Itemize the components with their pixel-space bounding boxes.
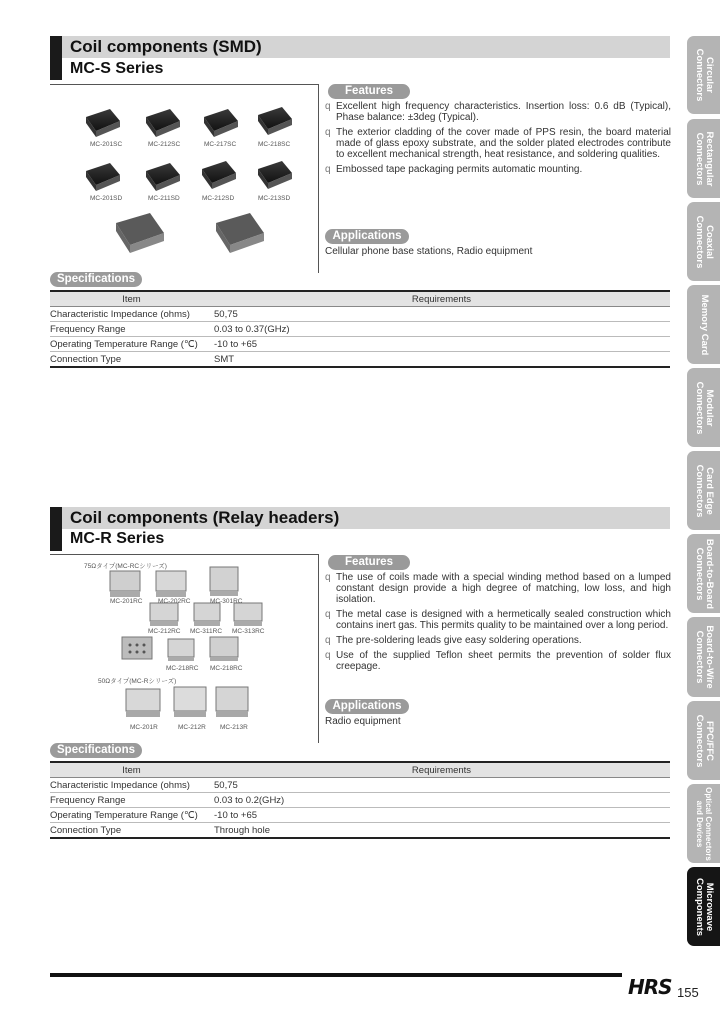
smd-component — [258, 107, 292, 135]
side-tab-optical-connectors[interactable]: Optical Connectors and Devices — [687, 784, 720, 863]
table-header-item: Item — [50, 291, 213, 307]
bullet-glyph: q — [325, 635, 331, 646]
image-label: MC-218RC — [210, 665, 243, 672]
relay-header-component-large — [174, 687, 206, 717]
section1-applications-text: Cellular phone base stations, Radio equipment — [325, 246, 533, 257]
image-label: MC-213R — [220, 724, 248, 731]
relay-header-component — [150, 603, 178, 626]
feature-item: q The pre-soldering leads give easy soldering operations. — [325, 635, 582, 646]
image-label: MC-311RC — [190, 628, 223, 635]
section2-product-image — [50, 554, 319, 743]
image-label: MC-212R — [178, 724, 206, 731]
bullet-glyph: q — [325, 101, 331, 112]
table-row: Frequency Range 0.03 to 0.2(GHz) — [50, 793, 670, 808]
relay-header-component — [210, 637, 238, 661]
side-tab-microwave-components[interactable]: Microwave Components — [687, 867, 720, 946]
section2-applications-text: Radio equipment — [325, 716, 401, 727]
table-header-item: Item — [50, 762, 213, 778]
side-tab-circular-connectors[interactable]: Circular Connectors — [687, 36, 720, 114]
feature-item: q The metal case is designed with a hermetically sealed construction which contains inert gas. This permits quality to be maintained over a long period. — [325, 609, 671, 631]
feature-item: q The exterior cladding of the cover made of PPS resin, the board material made of glass epoxy substrate, and the solder plated electrodes contribute to excellent mechanical strength, heat resistance, and soldering qualities. — [325, 127, 671, 160]
image-label: MC-202RC — [158, 598, 191, 605]
relay-header-component — [156, 571, 186, 597]
bullet-glyph: q — [325, 650, 331, 661]
side-tab-card-edge-connectors[interactable]: Card Edge Connectors — [687, 451, 720, 530]
feature-item: q Embossed tape packaging permits automatic mounting. — [325, 164, 583, 175]
image-label: MC-217SC — [204, 141, 237, 148]
bullet-glyph: q — [325, 609, 331, 620]
section2-title-marker — [50, 507, 62, 551]
image-label: MC-212SD — [202, 195, 235, 202]
feature-item: q The use of coils made with a special winding method based on a lumped constant design provide a high degree of matching, low loss, and high isolation. — [325, 572, 671, 605]
image-label: MC-218SC — [258, 141, 291, 148]
side-tab-modular-connectors[interactable]: Modular Connectors — [687, 368, 720, 447]
image-label: MC-201RC — [110, 598, 143, 605]
table-row: Connection Type SMT — [50, 352, 670, 368]
side-tab-coaxial-connectors[interactable]: Coaxial Connectors — [687, 202, 720, 281]
table-row: Connection Type Through hole — [50, 823, 670, 839]
image-label: MC-201R — [130, 724, 158, 731]
bullet-glyph: q — [325, 127, 331, 138]
side-tab-rectangular-connectors[interactable]: Rectangular Connectors — [687, 119, 720, 198]
side-tab-fpc-ffc-connectors[interactable]: FPC/FFC Connectors — [687, 701, 720, 780]
section1-spec-label: Specifications — [50, 272, 142, 287]
image-label: MC-201SC — [90, 141, 123, 148]
section1-subtitle: MC-S Series — [70, 60, 164, 77]
section1-spec-table — [50, 290, 670, 368]
feature-item: q Use of the supplied Teflon sheet permits the prevention of solder flux creepage. — [325, 650, 671, 672]
table-header-requirements: Requirements — [213, 291, 670, 307]
side-tab-board-to-wire-connectors[interactable]: Board-to-Wire Connectors — [687, 617, 720, 697]
smd-component — [146, 163, 180, 191]
relay-header-component — [122, 637, 152, 659]
relay-header-component — [110, 571, 140, 597]
image-label: MC-212SC — [148, 141, 181, 148]
image-label: MC-201SD — [90, 195, 123, 202]
table-row: Operating Temperature Range (℃) -10 to +65 — [50, 337, 670, 352]
smd-component — [204, 109, 238, 137]
page-number: 155 — [677, 985, 699, 1000]
table-row: Characteristic Impedance (ohms) 50,75 — [50, 307, 670, 322]
smd-component-large — [116, 213, 164, 253]
table-row: Characteristic Impedance (ohms) 50,75 — [50, 778, 670, 793]
section2-title: Coil components (Relay headers) — [70, 508, 340, 527]
smd-component — [258, 161, 292, 189]
image-label: MC-211SD — [148, 195, 180, 202]
relay-header-component — [234, 603, 262, 626]
relay-header-component — [168, 639, 194, 661]
image-label: MC-313RC — [232, 628, 265, 635]
section1-title-marker — [50, 36, 62, 80]
table-row: Frequency Range 0.03 to 0.37(GHz) — [50, 322, 670, 337]
image-label: MC-218RC — [166, 665, 199, 672]
hrs-logo: HRS — [628, 975, 672, 999]
side-tab-board-to-board-connectors[interactable]: Board-to-Board Connectors — [687, 534, 720, 613]
smd-component — [86, 109, 120, 137]
section2-subtitle: MC-R Series — [70, 530, 165, 547]
image-label: MC-212RC — [148, 628, 181, 635]
relay-header-component — [194, 603, 220, 626]
side-tab-memory-card[interactable]: Memory Card — [687, 285, 720, 364]
relay-header-component-large — [126, 689, 160, 717]
relay-header-component — [210, 567, 238, 596]
section1-title: Coil components (SMD) — [70, 37, 262, 56]
smd-component — [86, 163, 120, 191]
section2-features-label: Features — [328, 555, 410, 570]
table-header-requirements: Requirements — [213, 762, 670, 778]
smd-component — [146, 109, 180, 137]
bullet-glyph: q — [325, 164, 331, 175]
section2-spec-label: Specifications — [50, 743, 142, 758]
footer-rule — [50, 973, 622, 977]
table-header-row — [50, 291, 670, 307]
relay-header-components-illustration — [50, 555, 318, 743]
image-group-label: 75Ωタイプ(MC-RCシリーズ) — [84, 563, 167, 570]
table-header-row — [50, 762, 670, 778]
image-group-label: 50Ωタイプ(MC-Rシリーズ) — [98, 678, 177, 685]
section2-features-list — [325, 572, 671, 676]
image-label: MC-301RC — [210, 598, 243, 605]
smd-components-illustration — [50, 85, 318, 273]
section1-product-image — [50, 84, 319, 273]
image-label: MC-213SD — [258, 195, 291, 202]
relay-header-component-large — [216, 687, 248, 717]
section1-features-list — [325, 101, 671, 179]
section2-spec-table — [50, 761, 670, 839]
section2-applications-label: Applications — [325, 699, 409, 714]
bullet-glyph: q — [325, 572, 331, 583]
section1-features-label: Features — [328, 84, 410, 99]
feature-item: q Excellent high frequency characteristics. Insertion loss: 0.6 dB (Typical), Phase balance: ±3deg (Typical). — [325, 101, 671, 123]
table-row: Operating Temperature Range (℃) -10 to +65 — [50, 808, 670, 823]
section1-applications-label: Applications — [325, 229, 409, 244]
smd-component-large — [216, 213, 264, 253]
smd-component — [202, 161, 236, 189]
